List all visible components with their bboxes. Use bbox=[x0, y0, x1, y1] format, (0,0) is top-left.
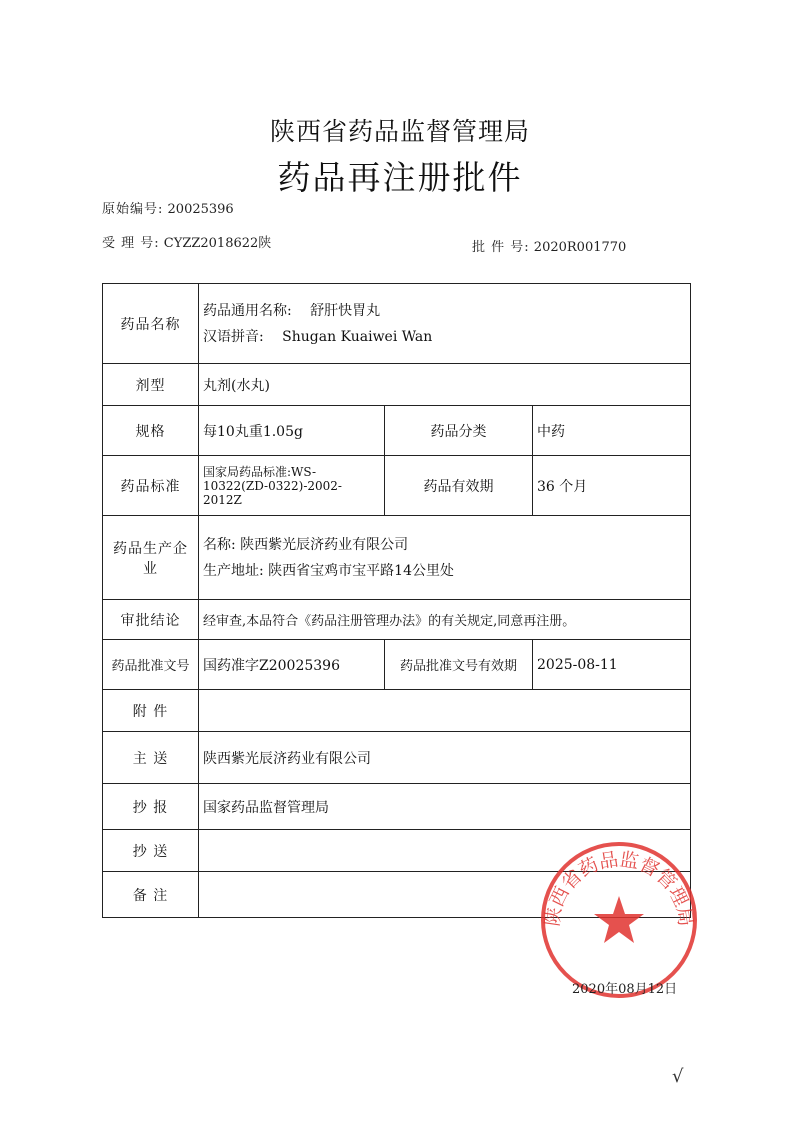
original-number bbox=[102, 198, 234, 217]
remarks-label: 备 注 bbox=[103, 872, 199, 918]
manufacturer-name-value: 陕西紫光辰济药业有限公司 bbox=[240, 536, 409, 553]
attachment-value bbox=[199, 690, 691, 732]
original-number-label: 原始编号: bbox=[102, 202, 164, 217]
validity-value: 36 个月 bbox=[533, 456, 691, 516]
main-recipient-value: 陕西紫光辰济药业有限公司 bbox=[199, 732, 691, 784]
check-mark: √ bbox=[672, 1066, 684, 1087]
manufacturer-address-line bbox=[203, 558, 686, 584]
seal-star-icon bbox=[594, 896, 644, 943]
table-row-attachment bbox=[103, 690, 691, 732]
attachment-label: 附 件 bbox=[103, 690, 199, 732]
table-row-copy-report bbox=[103, 784, 691, 830]
drug-name-cell bbox=[199, 284, 691, 364]
category-label: 药品分类 bbox=[385, 406, 533, 456]
table-row-main-recipient bbox=[103, 732, 691, 784]
dosage-form-value: 丸剂(水丸) bbox=[199, 364, 691, 406]
table-row-conclusion bbox=[103, 600, 691, 640]
approval-number-value: 国药准字Z20025396 bbox=[199, 640, 385, 690]
table-row-manufacturer bbox=[103, 516, 691, 600]
seal-text: 陕西省药品监督管理局 bbox=[541, 848, 697, 928]
acceptance-number bbox=[102, 232, 271, 251]
main-recipient-label: 主 送 bbox=[103, 732, 199, 784]
manufacturer-cell bbox=[199, 516, 691, 600]
generic-name-label: 药品通用名称: bbox=[203, 302, 292, 319]
approval-document-number-label: 批 件 号: bbox=[472, 240, 530, 255]
approval-validity-value: 2025-08-11 bbox=[533, 640, 691, 690]
standard-label: 药品标准 bbox=[103, 456, 199, 516]
manufacturer-name-line bbox=[203, 532, 686, 558]
acceptance-number-value: CYZZ2018622陕 bbox=[163, 236, 272, 251]
standard-line: 10322(ZD-0322)-2002- bbox=[203, 478, 342, 493]
issue-date: 2020年08月12日 bbox=[572, 982, 678, 997]
category-value: 中药 bbox=[533, 406, 691, 456]
drug-name-label: 药品名称 bbox=[103, 284, 199, 364]
approval-document-number bbox=[472, 236, 626, 255]
pinyin-label: 汉语拼音: bbox=[203, 328, 264, 345]
table-row-specification bbox=[103, 406, 691, 456]
standard-value bbox=[199, 456, 385, 516]
approval-validity-label: 药品批准文号有效期 bbox=[385, 640, 533, 690]
manufacturer-name-label: 名称: bbox=[203, 536, 236, 553]
generic-name-value: 舒肝快胃丸 bbox=[310, 302, 381, 319]
approval-number-label: 药品批准文号 bbox=[103, 640, 199, 690]
table-row-drug-name bbox=[103, 284, 691, 364]
original-number-value: 20025396 bbox=[167, 202, 234, 217]
document-title: 药品再注册批件 bbox=[277, 158, 523, 197]
generic-name-line bbox=[203, 298, 686, 324]
dosage-form-label: 剂型 bbox=[103, 364, 199, 406]
table-row-standard bbox=[103, 456, 691, 516]
table-row-approval-number bbox=[103, 640, 691, 690]
pinyin-line bbox=[203, 324, 686, 350]
specification-value: 每10丸重1.05g bbox=[199, 406, 385, 456]
table-row-dosage-form bbox=[103, 364, 691, 406]
acceptance-number-label: 受 理 号: bbox=[102, 236, 160, 251]
manufacturer-address-value: 陕西省宝鸡市宝平路14公里处 bbox=[268, 562, 454, 579]
manufacturer-address-label: 生产地址: bbox=[203, 562, 264, 579]
copy-report-value: 国家药品监督管理局 bbox=[199, 784, 691, 830]
specification-label: 规格 bbox=[103, 406, 199, 456]
conclusion-label: 审批结论 bbox=[103, 600, 199, 640]
copy-report-label: 抄 报 bbox=[103, 784, 199, 830]
validity-label: 药品有效期 bbox=[385, 456, 533, 516]
copy-send-label: 抄 送 bbox=[103, 830, 199, 872]
conclusion-value: 经审查,本品符合《药品注册管理办法》的有关规定,同意再注册。 bbox=[199, 600, 691, 640]
approval-document-number-value: 2020R001770 bbox=[533, 240, 627, 255]
standard-line: 国家局药品标准:WS- bbox=[203, 464, 317, 479]
pinyin-value: Shugan Kuaiwei Wan bbox=[282, 328, 433, 345]
manufacturer-label: 药品生产企业 bbox=[103, 516, 199, 600]
issuing-authority: 陕西省药品监督管理局 bbox=[269, 117, 530, 146]
standard-line: 2012Z bbox=[203, 492, 242, 507]
approval-table bbox=[102, 283, 691, 918]
